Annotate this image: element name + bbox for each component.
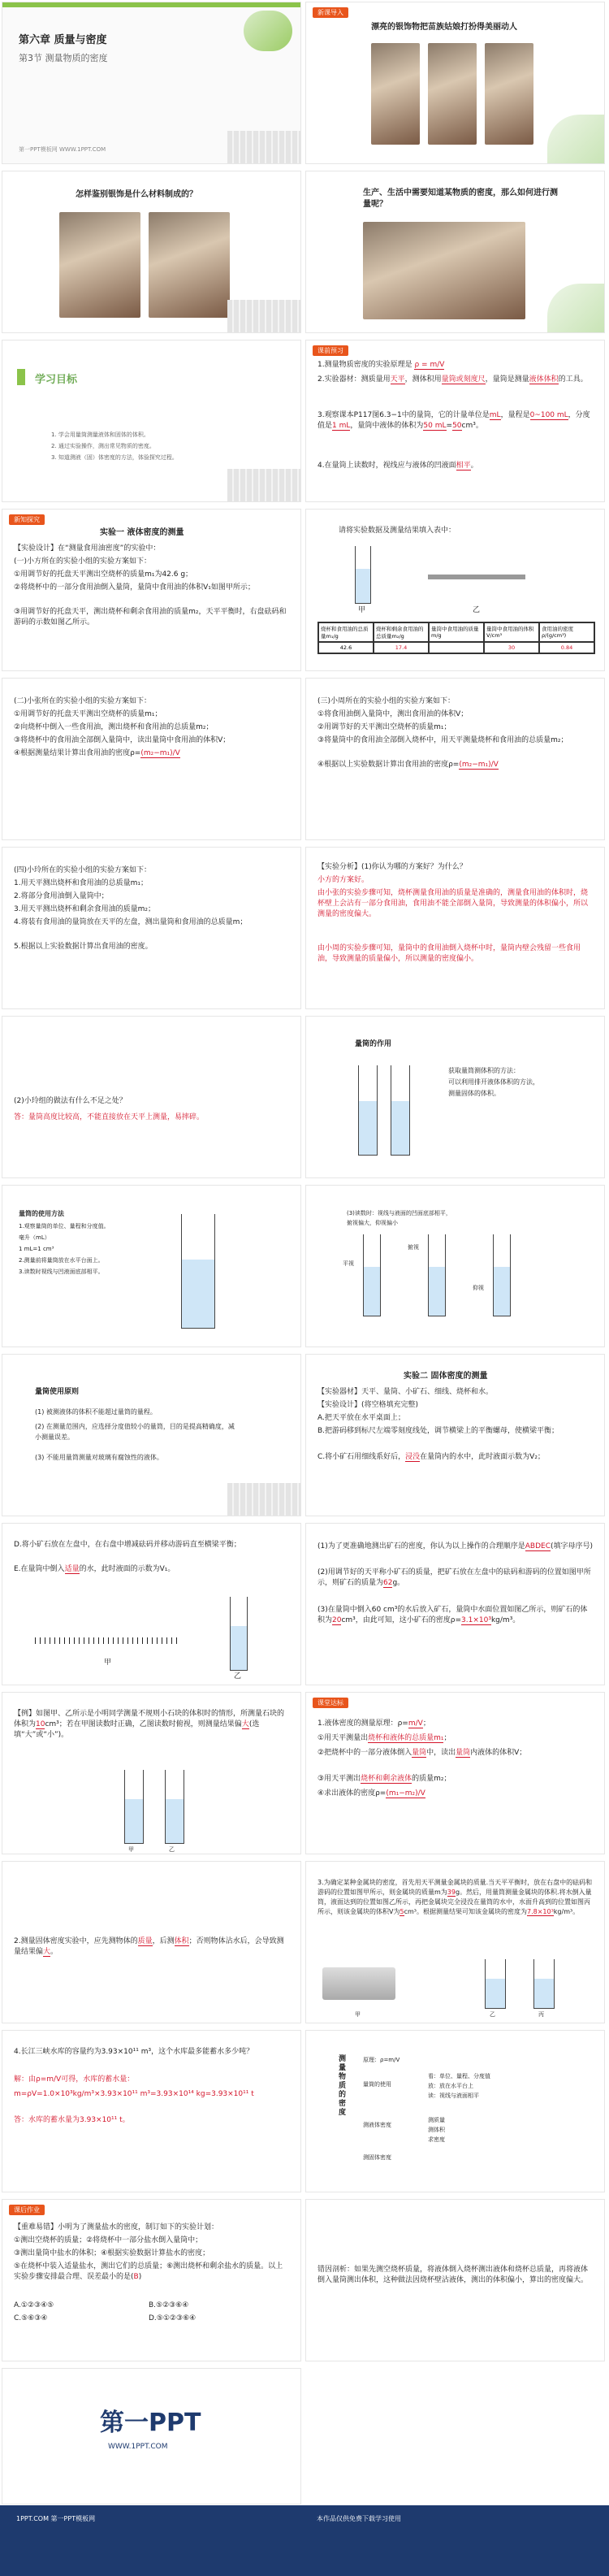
slide-exp1[interactable] [2,509,301,671]
balance-image [322,1967,395,2000]
line: ①用调节好的托盘天平测出空烧杯的质量m₁为42.6 g； [14,570,193,579]
fig-label: 甲 [358,606,366,614]
line: ①用调节好的托盘天平测出空烧杯的质量m₁； [14,710,162,718]
slide-heading: 漂亮的银饰物把苗族姑娘打扮得美丽动人 [371,23,517,32]
line: 俯视偏大，仰视偏小 [347,1220,398,1226]
cylinder-graphic [165,1770,184,1844]
slide-heading: 量筒的使用方法 [19,1210,64,1217]
cylinder-graphic [485,1959,506,2009]
photo-girl-1 [371,43,420,145]
question-text: 怎样鉴别银饰是什么材料制成的？ [76,190,197,199]
plant-decoration [547,115,604,163]
slide-cylinder-use[interactable] [305,1016,605,1178]
line: (2)用调节好的天平称小矿石的质量，把矿石放在左盘中的砝码和游码的位置如图甲所示，则矿石的质量为62g。 [317,1568,591,1587]
cylinder-graphic [493,1234,511,1316]
mindmap-leaf: 读：视线与液面相平 [428,2092,479,2099]
line: (2)小玲组的做法有什么不足之处？ [14,1097,127,1105]
slide-practice-2[interactable] [2,1861,301,2023]
tag-label: 新课导入 [313,7,348,18]
line: 5.根据以上实验数据计算出食用油的密度。 [14,943,153,951]
lead-text: 请将实验数据及测量结果填入表中： [339,527,456,535]
line: 1.液体密度的测量原理：ρ=m/V； [317,1720,430,1728]
option[interactable]: D.⑤①②③⑥④ [149,2314,197,2322]
fig-label: 甲 [355,2011,361,2018]
slide-preview[interactable] [305,340,605,502]
photo-silver-1 [59,212,140,318]
answer: m=ρV=1.0×10³kg/m³×3.93×10¹¹ m³=3.93×10¹⁴ kg=3.93×10¹¹ t [14,2090,254,2098]
mindmap-branch: 量筒的使用 [363,2081,391,2088]
line: 错因剖析：如果先测空烧杯质量，将液体倒入烧杯测出液体和烧杯总质量，再将液体倒入量筒测出体积，这种做法因烧杯壁沾液体，测出的体积偏小，算出的密度偏大。 [317,2266,589,2284]
cylinder-graphic [533,1959,555,2009]
line: ①将食用油倒入量筒中，测出食用油的体积V； [317,710,469,718]
scale-ruler [35,1637,181,1644]
footer-left: 1PPT.COM 第一PPT模板网 [16,2515,96,2522]
cylinder-graphic [363,1234,381,1316]
slide-cylinder-method[interactable] [2,1185,301,1347]
slide-exp2-answers[interactable] [305,1523,605,1685]
table-cell: 17.4 [374,642,429,653]
fig-label: 甲 [128,1846,134,1853]
mindmap-branch: 原理：ρ=m/V [363,2057,400,2063]
mindmap-center: 测量物质的密度 [339,2055,347,2117]
experiment-heading: 实验一 液体密度的测量 [100,528,184,537]
slide-homework[interactable] [2,2199,301,2361]
cylinder-graphic [355,546,371,604]
mindmap-leaf: 测体积 [428,2127,445,2133]
line: 【实验设计】(将空格填充完整) [317,1401,419,1409]
top-accent [2,2,301,7]
slide-exp1-q2[interactable] [2,1016,301,1178]
line: ③将量筒中的食用油全部倒入烧杯中，用天平测量烧杯和食用油的总质量m₂； [317,736,568,744]
line: (3)在量筒中倒入60 cm³的水后放入矿石，量筒中水面位置如图乙所示，则矿石的体积为20cm³，由此可知，这小矿石的密度ρ=3.1×10³kg/m³。 [317,1606,588,1624]
line: 2.测量固体密度实验中，应先测物体的质量，后测体积；否则物体沾水后，会导致测量结果偏大。 [14,1937,284,1956]
line: 3.为确定某种金属块的密度，首先用天平测量金属块的质量.当天平平衡时，放在右盘中的砝码和游码的位置如图甲所示，则金属块的质量m为39g。然后，用量筒测量金属块的体积.将水倒入量筒，液面达到的位置如图乙所示，再把金属块完全浸没在量筒的水中，水面升高到的位置如图丙所示，则该金属块的体积V为5cm³。根据测量结果可知该金属块的密度为7.8×10³kg/m³。 [317,1879,593,1915]
answer: 小方的方案好。 [317,876,369,884]
line: A.把天平放在水平桌面上； [317,1414,405,1422]
line: 【实验设计】在“测量食用油密度”的实验中： [14,544,161,553]
logo-url: WWW.1PPT.COM [108,2443,168,2451]
fig-label: 俯视 [408,1244,419,1251]
answer: 答：量筒高度比较高，不能直接放在天平上测量，易摔碎。 [14,1113,205,1121]
line: ④求出液体的密度ρ=(m₁−m₂)/V [317,1789,425,1798]
fig-label: 仰视 [473,1285,484,1291]
line: 2.将部分食用油倒入量筒中； [14,892,109,900]
photo-group [363,222,525,319]
slide-intro[interactable] [305,2,605,164]
fig-label: 乙 [490,2011,495,2018]
cylinder-graphic [124,1770,144,1844]
slide-heading: 量筒使用原则 [35,1388,80,1396]
line: 4.在量筒上读数时，视线应与液体的凹液面相平。 [317,462,478,470]
line: (3)读数时：视线与液面的凹面底部相平， [347,1210,451,1216]
fig-label: 甲 [104,1659,112,1667]
slide-cylinder-rules[interactable] [2,1354,301,1516]
line: 3.读数时视线与凹液面底部相平。 [19,1268,104,1275]
line: ③将烧杯中的食用油全部倒入量筒中，读出量筒中食用油的体积V； [14,736,231,744]
slide-error-analysis[interactable] [305,2199,605,2361]
plant-decoration [244,11,292,51]
cylinder-graphic [358,1065,378,1156]
line: (四)小玲所在的实验小组的实验方案如下： [14,866,152,874]
cylinder-graphic [230,1597,248,1671]
tag-label: 新知探究 [9,514,45,525]
line: ③测出量筒中盐水的体积；④根据实验数据计算盐水的密度； [14,2249,210,2257]
slide-heading: 量筒的作用 [355,1040,392,1048]
table-cell [429,642,484,653]
answer: 解：由ρ=m/V可得，水库的蓄水量： [14,2075,135,2084]
slide-question-measure[interactable] [305,171,605,333]
line: ②向烧杯中倒入一些食用油，测出烧杯和食用油的总质量m₂； [14,723,214,731]
line: 【重难易错】小明为了测量盐水的密度，制订如下的实验计划： [14,2223,219,2231]
mindmap-leaf: 看：单位、量程、分度值 [428,2073,490,2079]
balance-beam [428,575,525,579]
line: (1)为了更准确地测出矿石的密度，你认为以上操作的合理顺序是ABDEC(填字母序号) [317,1542,594,1550]
slide-objectives[interactable] [2,340,301,502]
line: ③用调节好的托盘天平，测出烧杯和剩余食用油的质量m₂，天平平衡时，右盘砝码和游码的示数如图乙所示。 [14,608,287,627]
line: ②将烧杯中的一部分食用油倒入量筒，量筒中食用油的体积V₁如图甲所示； [14,583,255,592]
photo-girl-2 [428,43,477,145]
mindmap-leaf: 放：放在水平台上 [428,2083,473,2089]
slide-practice-1[interactable] [305,1692,605,1854]
slide-exp1-analysis[interactable] [305,847,605,1009]
photo-girl-3 [485,43,533,145]
line: ②用调节好的天平测出空烧杯的质量m₁； [317,723,451,731]
objective-item: 3. 知道测液（固）体密度的方法，体验探究过程。 [51,454,178,461]
chapter-title: 第六章 质量与密度 [19,34,107,46]
table-cell: 0.84 [539,642,594,653]
line: 2.实验器材：测质量用天平，测体积用量筒或刻度尺，量筒是测量液体体积的工具。 [317,375,588,384]
table-header: 量筒中食用油的质量m/g [429,622,484,642]
slide-reading[interactable] [305,1185,605,1347]
slide-exp1-plan3[interactable] [305,678,605,840]
small-site: 第一PPT模板网 WWW.1PPT.COM [19,146,106,153]
fig-label: 平视 [343,1260,354,1267]
footer-bar [0,2505,609,2576]
option[interactable]: A.①②③④⑤ [14,2301,54,2309]
line: D.将小矿石放在左盘中，在右盘中增减砝码并移动游码直至横梁平衡； [14,1541,241,1549]
line: (二)小张所在的实验小组的实验方案如下： [14,697,152,705]
line: (2) 在测量范围内，应选择分度值较小的量筒，目的是提高精确度，减小测量误差。 [35,1423,235,1441]
mindmap-branch: 测液体密度 [363,2122,391,2128]
line: B.把游码移到标尺左端零刻度线处，调节横梁上的平衡螺母，使横梁平衡； [317,1427,559,1435]
objectives-title: 学习目标 [35,374,78,386]
mindmap-leaf: 求密度 [428,2136,445,2143]
line: ①用天平测量出烧杯和液体的总质量m₁； [317,1734,451,1742]
line: 4.将装有食用油的量筒放在天平的左盘，测出量筒和食用油的总质量m； [14,918,248,926]
slide-practice-4[interactable] [2,2030,301,2192]
slide-example[interactable] [2,1692,301,1854]
line: 可以利用排开液体体积的方法， [448,1078,539,1086]
objective-item: 1. 学会用量筒测量液体和固体的体积。 [51,432,149,438]
line: 获取量筒测体积的方法： [448,1067,520,1074]
line: 1.测量物质密度的实验原理是 ρ = m/V [317,361,445,369]
cylinder-graphic [428,1234,446,1316]
line: 1.观察量筒的单位、量程和分度值。 [19,1223,110,1229]
mindmap-branch: 测固体密度 [363,2154,391,2161]
line: 2.测量前将量筒放在水平台面上。 [19,1257,104,1264]
cylinder-graphic [181,1214,215,1329]
line: 【例】如图甲、乙所示是小明同学测量不规则小石块的体积时的情形，所测量石块的体积为10cm³；若在甲图读数时正确，乙图读数时俯视，则测量结果偏大(选填“大”或“小”)。 [14,1710,285,1739]
keyboard-image [227,1483,300,1516]
line: 1.用天平测出烧杯和食用油的总质量m₁； [14,879,148,887]
slide-logo[interactable] [2,2368,301,2504]
slide-question-silver[interactable] [2,171,301,333]
line: 3.观察课本P117图6.3−1中的量筒，它的计量单位是mL，量程是0~100 mL，分度值是1 mL，量筒中液体的体积为50 mL=50cm³。 [317,411,590,430]
line: ①测出空烧杯的质量；②将烧杯中一部分盐水倒入量筒中； [14,2236,203,2244]
line: 毫升（mL） [19,1234,50,1241]
photo-silver-2 [149,212,230,318]
line: (三)小周所在的实验小组的实验方案如下： [317,697,456,705]
table-header: 烧杯和食用油的总质量m₁/g [318,622,374,642]
line: 4.长江三峡水库的容量约为3.93×10¹¹ m³，这个水库最多能蓄水多少吨？ [14,2048,254,2056]
line: (1) 被测液体的体积不能超过量筒的量程。 [35,1408,157,1416]
plant-decoration [547,284,604,332]
slide-summary[interactable] [305,2030,605,2192]
cylinder-graphic [391,1065,410,1156]
line: ③用天平测出烧杯和剩余液体的质量m₂； [317,1775,451,1783]
slide-title[interactable] [2,2,301,164]
line: 测量固体的体积。 [448,1090,500,1097]
table-cell: 42.6 [318,642,374,653]
fig-label: 乙 [234,1672,242,1680]
tag-label: 课堂达标 [313,1698,348,1708]
keyboard-image [227,131,300,163]
option[interactable]: C.⑤⑥③④ [14,2314,48,2322]
line: C.将小矿石用细线系好后，浸没在量筒内的水中，此时液面示数为V₂； [317,1453,545,1461]
keyboard-image [227,469,300,501]
table-cell: 30 [484,642,539,653]
line: ④根据测量结果计算出食用油的密度ρ=(m₂−m₁)/V [14,749,180,757]
option[interactable]: B.⑤②③⑥④ [149,2301,189,2309]
section-title: 第3节 测量物质的密度 [19,53,108,63]
objective-item: 2. 通过实验操作，测出常见物质的密度。 [51,443,155,449]
line: ④根据以上实验数据计算出食用油的密度ρ=(m₂−m₁)/V [317,761,499,769]
slide-exp1-plan2[interactable] [2,678,301,840]
line: E.在量筒中倒入适量的水，此时液面的示数为V₁。 [14,1565,175,1573]
fig-label: 乙 [473,606,481,614]
line: 【实验器材】天平、量筒、小矿石、细线、烧杯和水。 [317,1388,494,1396]
quote-mark [17,369,25,385]
table-header: 烧杯和剩余食用油的总质量m₂/g [374,622,429,642]
slide-practice-3[interactable] [305,1861,605,2023]
line: 【实验分析】(1)你认为哪的方案好？为什么？ [317,863,467,871]
question-text: 生产、生活中需要知道某物质的密度，那么如何进行测量呢？ [363,189,558,209]
table-header: 量筒中食用油的体积V/cm³ [484,622,539,642]
line: (一)小方所在的实验小组的实验方案如下： [14,557,152,566]
answer: 答：水库的蓄水量为3.93×10¹¹ t。 [14,2116,130,2124]
data-table [317,622,595,654]
answer: 由小张的实验步骤可知，烧杯测量食用油的质量是准确的，测量食用油的体积时，烧杯壁上会沾有一部分食用油，食用油不能全部倒入量筒，导致测量的体积偏小，所以测量的密度偏大。 [317,889,589,918]
slide-exp2[interactable] [305,1354,605,1516]
logo-text: 第一PPT [100,2409,201,2437]
table-header: 食用油的密度ρ/(g/cm³) [539,622,594,642]
mindmap-leaf: 测质量 [428,2117,445,2123]
line: (3) 不能用量筒测量对玻璃有腐蚀性的液体。 [35,1454,163,1461]
tag-label: 课前预习 [313,345,348,356]
experiment-heading: 实验二 固体密度的测量 [404,1372,488,1381]
footer-right: 本作品仅供免费下载学习使用 [317,2515,401,2522]
slide-exp1-table[interactable] [305,509,605,671]
line: 1 mL=1 cm³ [19,1246,54,1252]
slide-exp2-steps[interactable] [2,1523,301,1685]
keyboard-image [227,300,300,332]
answer: 由小周的实验步骤可知，量筒中的食用油倒入烧杯中时，量筒内壁会残留一些食用油，导致测量的质量偏小，所以测量的密度偏小。 [317,944,581,963]
line: ②把烧杯中的一部分液体倒入量筒中，读出量筒内液体的体积V； [317,1749,527,1757]
line: ⑤在烧杯中装入适量盐水，测出它们的总质量；⑥测出烧杯和剩余盐水的质量。以上实验步骤安排最合理、误差最小的是(B) [14,2262,283,2281]
slide-exp1-plan4[interactable] [2,847,301,1009]
fig-label: 丙 [538,2011,544,2018]
line: 3.用天平测出烧杯和剩余食用油的质量m₂； [14,905,155,913]
fig-label: 乙 [169,1846,175,1853]
tag-label: 课后作业 [9,2205,45,2215]
